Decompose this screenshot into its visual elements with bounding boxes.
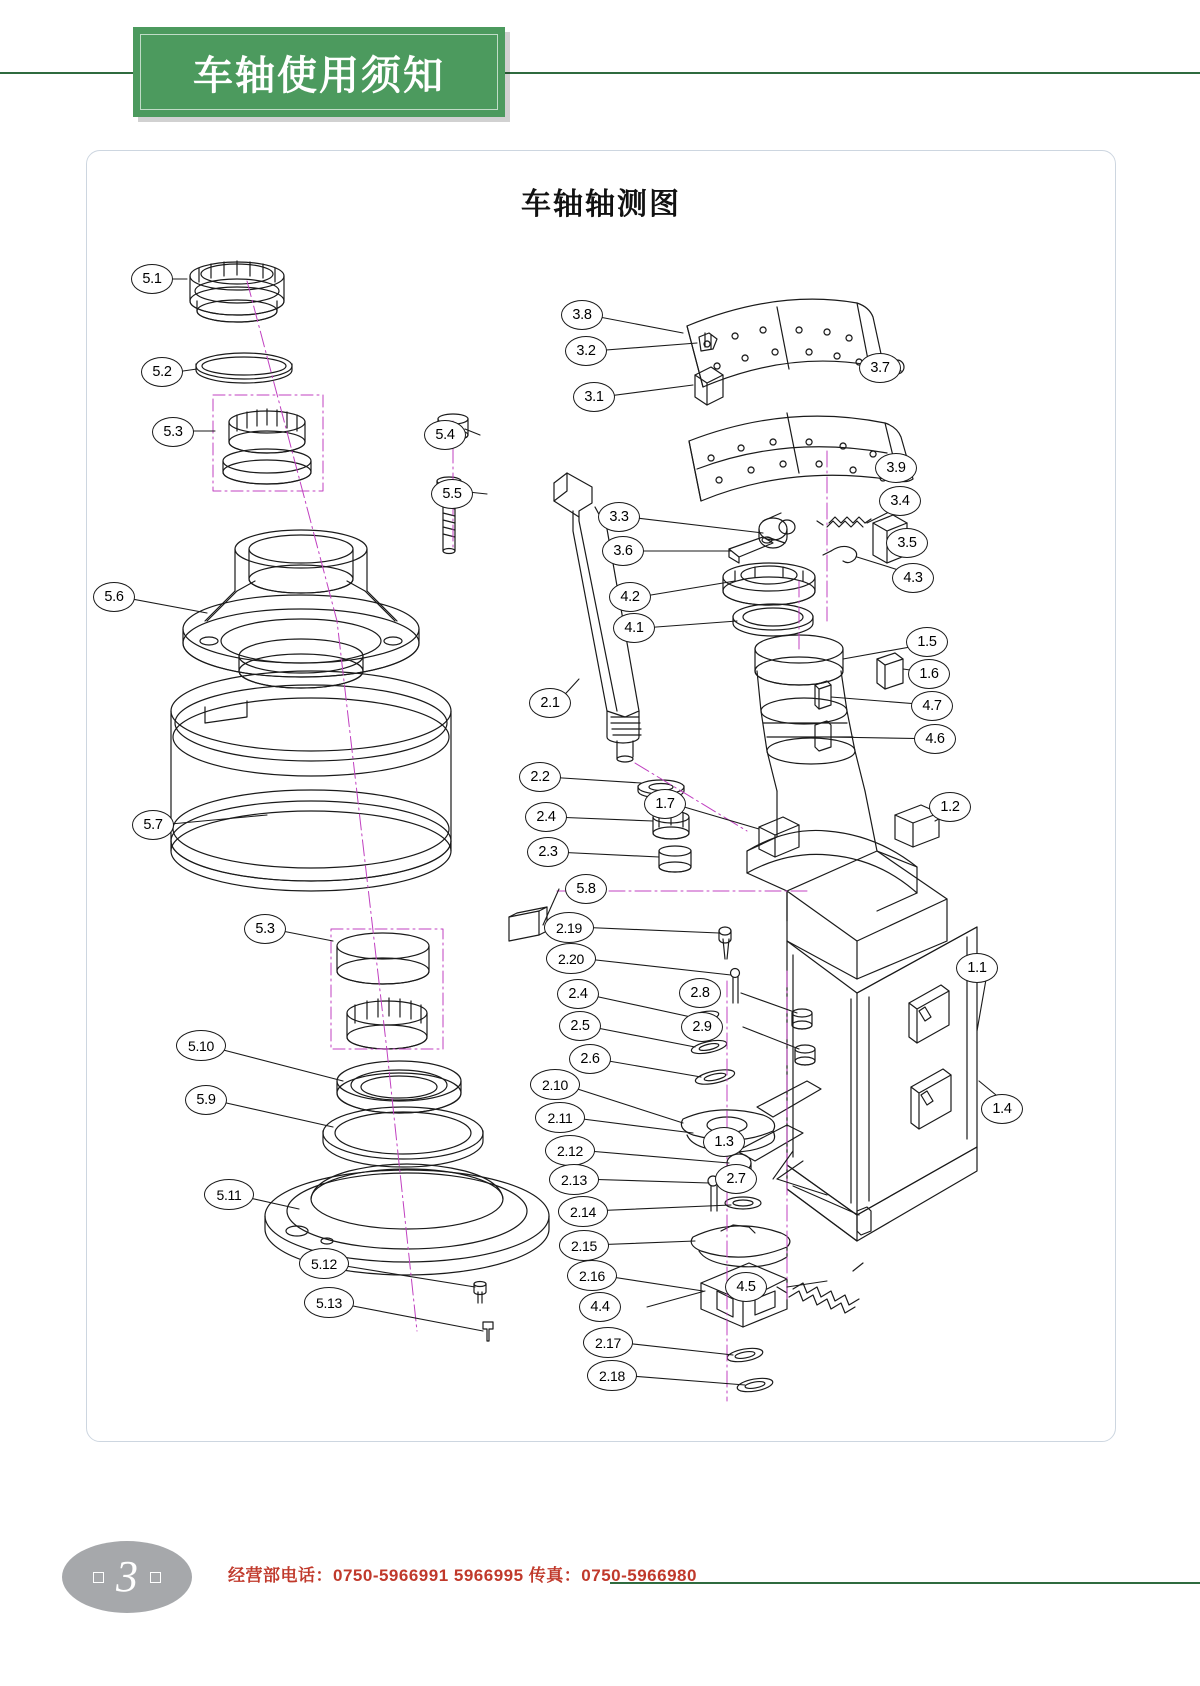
callout-5-1[interactable]: 5.1 bbox=[131, 264, 173, 294]
callout-2-19[interactable]: 2.19 bbox=[544, 912, 594, 943]
callout-2-12[interactable]: 2.12 bbox=[545, 1135, 595, 1166]
callout-5-6[interactable]: 5.6 bbox=[93, 582, 135, 612]
callout-2-4-b[interactable]: 2.4 bbox=[557, 979, 599, 1009]
callout-5-12[interactable]: 5.12 bbox=[299, 1248, 349, 1279]
callout-5-8[interactable]: 5.8 bbox=[565, 874, 607, 904]
callout-1-7[interactable]: 1.7 bbox=[644, 789, 686, 819]
callout-1-5[interactable]: 1.5 bbox=[906, 627, 948, 657]
callout-4-6[interactable]: 4.6 bbox=[914, 724, 956, 754]
callout-4-2[interactable]: 4.2 bbox=[609, 582, 651, 612]
callout-5-2[interactable]: 5.2 bbox=[141, 357, 183, 387]
callout-2-10[interactable]: 2.10 bbox=[530, 1069, 580, 1100]
page-title: 车轴使用须知 bbox=[193, 53, 445, 98]
callout-2-8[interactable]: 2.8 bbox=[679, 978, 721, 1008]
footer-contact-text: 经营部电话：0750-5966991 5966995 传真：0750-5966980 bbox=[228, 1566, 697, 1585]
page-number-badge bbox=[62, 1541, 192, 1613]
callout-3-5[interactable]: 3.5 bbox=[886, 528, 928, 558]
callout-4-4[interactable]: 4.4 bbox=[579, 1292, 621, 1322]
square-icon-left bbox=[93, 1572, 104, 1583]
callout-1-2[interactable]: 1.2 bbox=[929, 792, 971, 822]
square-icon-right bbox=[150, 1572, 161, 1583]
callout-2-16[interactable]: 2.16 bbox=[567, 1260, 617, 1291]
callout-3-9[interactable]: 3.9 bbox=[875, 453, 917, 483]
callout-5-10[interactable]: 5.10 bbox=[176, 1030, 226, 1061]
callout-3-3[interactable]: 3.3 bbox=[598, 502, 640, 532]
callout-2-3[interactable]: 2.3 bbox=[527, 837, 569, 867]
callout-2-11[interactable]: 2.11 bbox=[535, 1102, 585, 1133]
header-banner-inner bbox=[140, 34, 498, 110]
callout-2-18[interactable]: 2.18 bbox=[587, 1360, 637, 1391]
callout-4-7[interactable]: 4.7 bbox=[911, 691, 953, 721]
callout-3-6[interactable]: 3.6 bbox=[602, 536, 644, 566]
header-banner bbox=[133, 27, 505, 117]
callout-5-9[interactable]: 5.9 bbox=[185, 1085, 227, 1115]
callout-2-14[interactable]: 2.14 bbox=[558, 1196, 608, 1227]
callout-4-1[interactable]: 4.1 bbox=[613, 613, 655, 643]
callout-1-4[interactable]: 1.4 bbox=[981, 1094, 1023, 1124]
callout-3-1[interactable]: 3.1 bbox=[573, 382, 615, 412]
callout-2-5[interactable]: 2.5 bbox=[559, 1011, 601, 1041]
callout-4-3[interactable]: 4.3 bbox=[892, 563, 934, 593]
callout-5-3[interactable]: 5.3 bbox=[152, 417, 194, 447]
callout-2-13[interactable]: 2.13 bbox=[549, 1164, 599, 1195]
diagram-title: 车轴轴测图 bbox=[521, 188, 681, 221]
callout-2-15[interactable]: 2.15 bbox=[559, 1230, 609, 1261]
callout-5-7[interactable]: 5.7 bbox=[132, 810, 174, 840]
callout-3-8[interactable]: 3.8 bbox=[561, 300, 603, 330]
callout-3-4[interactable]: 3.4 bbox=[879, 486, 921, 516]
callout-2-9[interactable]: 2.9 bbox=[681, 1012, 723, 1042]
callout-2-17[interactable]: 2.17 bbox=[583, 1327, 633, 1358]
callout-5-13[interactable]: 5.13 bbox=[304, 1287, 354, 1318]
diagram-panel bbox=[86, 150, 1116, 1442]
callout-5-11[interactable]: 5.11 bbox=[204, 1179, 254, 1210]
footer-divider-rule bbox=[610, 1582, 1200, 1584]
callout-2-2[interactable]: 2.2 bbox=[519, 762, 561, 792]
callout-2-1[interactable]: 2.1 bbox=[529, 688, 571, 718]
callout-1-3[interactable]: 1.3 bbox=[703, 1127, 745, 1157]
callout-2-20[interactable]: 2.20 bbox=[546, 943, 596, 974]
callout-5-4[interactable]: 5.4 bbox=[424, 420, 466, 450]
callout-1-6[interactable]: 1.6 bbox=[908, 659, 950, 689]
callout-1-1[interactable]: 1.1 bbox=[956, 953, 998, 983]
callout-5-5[interactable]: 5.5 bbox=[431, 479, 473, 509]
callout-2-4[interactable]: 2.4 bbox=[525, 802, 567, 832]
callout-3-2[interactable]: 3.2 bbox=[565, 336, 607, 366]
callout-2-7[interactable]: 2.7 bbox=[715, 1164, 757, 1194]
callout-5-3-lower[interactable]: 5.3 bbox=[244, 914, 286, 944]
callout-3-7[interactable]: 3.7 bbox=[859, 353, 901, 383]
page-number: 3 bbox=[116, 1552, 138, 1601]
callout-2-6[interactable]: 2.6 bbox=[569, 1044, 611, 1074]
callout-4-5[interactable]: 4.5 bbox=[725, 1272, 767, 1302]
